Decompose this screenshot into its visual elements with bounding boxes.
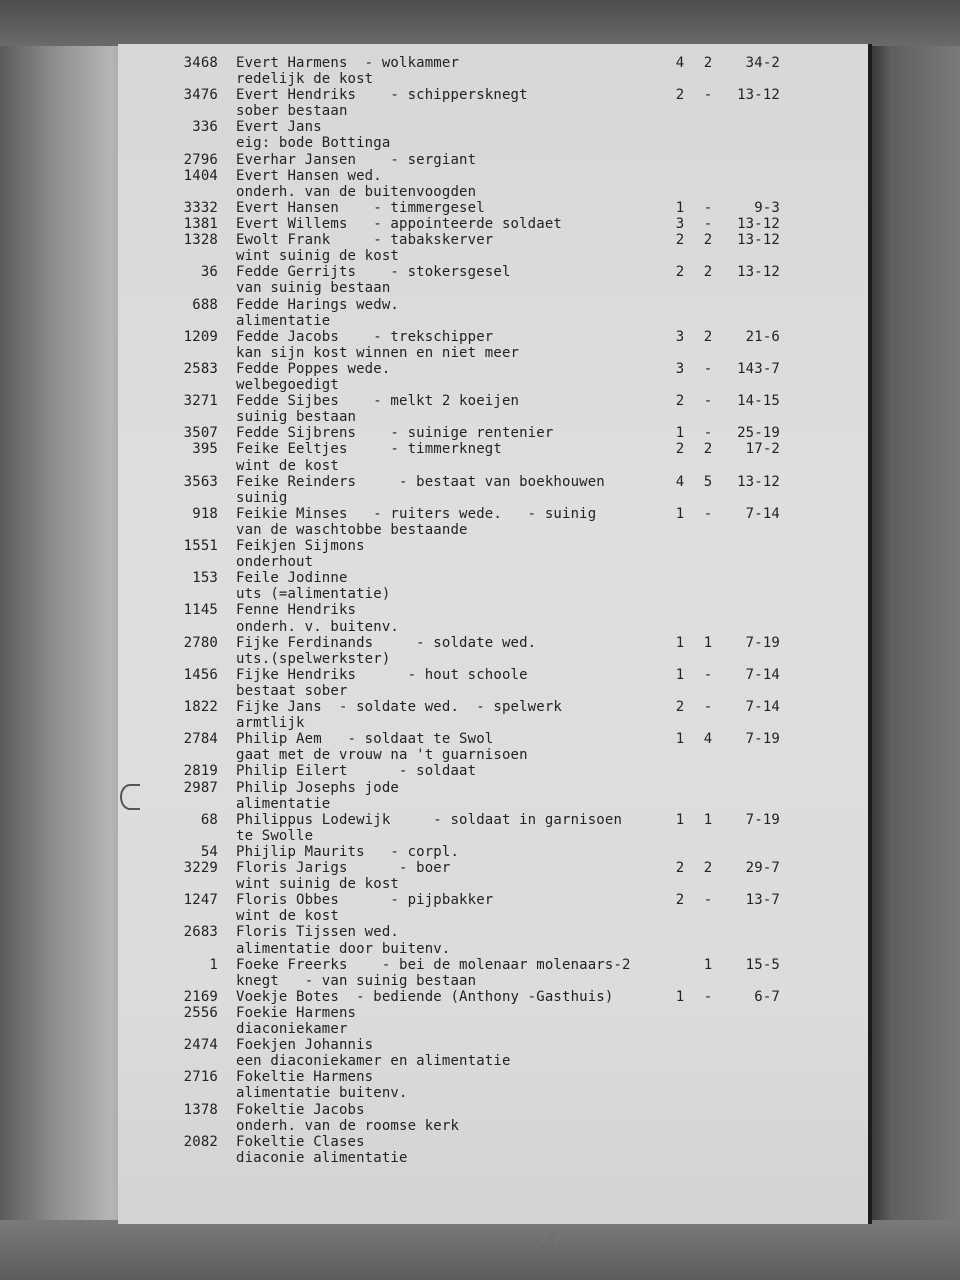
entry-number: 3332 — [183, 200, 218, 216]
entry-amount: 25-19 — [737, 425, 780, 441]
entry-col2: 2 — [703, 329, 713, 345]
entry-remark: uts.(spelwerkster) — [236, 651, 391, 667]
entry-col2: 1 — [703, 812, 713, 828]
entry-remark: alimentatie buitenv. — [236, 1085, 408, 1101]
entry-number: 2780 — [183, 635, 218, 651]
entry-col1: 4 — [675, 55, 685, 71]
entry-amount: 13-12 — [737, 232, 780, 248]
entry-col1: 1 — [675, 731, 685, 747]
entry-col1: 1 — [675, 425, 685, 441]
entry-number: 2987 — [183, 780, 218, 796]
entry-amount: 13-12 — [737, 264, 780, 280]
entry-number: 1456 — [183, 667, 218, 683]
entry-col2: 5 — [703, 474, 713, 490]
entry-col2: - — [703, 699, 713, 715]
entry-remark: armtlijk — [236, 715, 305, 731]
entry-col1: 3 — [675, 329, 685, 345]
entry-number: 1209 — [183, 329, 218, 345]
entry-col2: 2 — [703, 232, 713, 248]
entry-number: 1822 — [183, 699, 218, 715]
entry-col1: 1 — [675, 200, 685, 216]
entry-col1: 2 — [675, 264, 685, 280]
entry-remark: onderhout — [236, 554, 314, 570]
bottom-desk-background — [0, 1220, 960, 1280]
entry-name-occupation: Fijke Hendriks - hout schoole — [236, 667, 528, 683]
entry-name-occupation: Fenne Hendriks — [236, 602, 357, 618]
entry-name-occupation: Fedde Poppes wede. — [236, 361, 391, 377]
entry-name-occupation: Fedde Sijbes - melkt 2 koeijen — [236, 393, 520, 409]
entry-number: 2784 — [183, 731, 218, 747]
entry-name-occupation: Fokeltie Harmens — [236, 1069, 374, 1085]
entry-col1: 2 — [675, 441, 685, 457]
entry-number: 2716 — [183, 1069, 218, 1085]
entry-name-occupation: Floris Jarigs - boer — [236, 860, 451, 876]
entry-amount: 21-6 — [745, 329, 780, 345]
entry-name-occupation: Feikjen Sijmons — [236, 538, 365, 554]
entry-col1: 1 — [675, 667, 685, 683]
entry-col2: - — [703, 200, 713, 216]
entry-name-occupation: Fedde Harings wedw. — [236, 297, 399, 313]
entry-remark: alimentatie — [236, 796, 331, 812]
entry-amount: 9-3 — [754, 200, 780, 216]
entry-col2: 2 — [703, 860, 713, 876]
entry-name-occupation: Fokeltie Clases — [236, 1134, 365, 1150]
entry-name-occupation: Voekje Botes - bediende (Anthony -Gasthuis) — [236, 989, 614, 1005]
entry-col2: - — [703, 506, 713, 522]
entry-number: 2796 — [183, 152, 218, 168]
entry-name-occupation: Floris Obbes - pijpbakker — [236, 892, 494, 908]
entry-number: 2819 — [183, 763, 218, 779]
entry-name-occupation: Feile Jodinne — [236, 570, 348, 586]
entry-number: 2683 — [183, 924, 218, 940]
entry-number: 2082 — [183, 1134, 218, 1150]
entry-number: 1381 — [183, 216, 218, 232]
entry-number: 1404 — [183, 168, 218, 184]
entry-name-occupation: Philip Eilert - soldaat — [236, 763, 477, 779]
entry-name-occupation: Evert Hansen - timmergesel — [236, 200, 485, 216]
entry-name-occupation: Fijke Ferdinands - soldate wed. — [236, 635, 537, 651]
entry-name-occupation: Everhar Jansen - sergiant — [236, 152, 477, 168]
entry-remark: alimentatie door buitenv. — [236, 941, 451, 957]
entry-col2: - — [703, 425, 713, 441]
entry-remark: wint suinig de kost — [236, 248, 399, 264]
entry-col2: - — [703, 393, 713, 409]
entry-remark: wint de kost — [236, 458, 339, 474]
entry-name-occupation: Evert Hendriks - schippersknegt — [236, 87, 528, 103]
entry-number: 395 — [192, 441, 218, 457]
entry-col2: - — [703, 892, 713, 908]
entry-col1: 2 — [675, 393, 685, 409]
entry-remark: diaconiekamer — [236, 1021, 348, 1037]
entry-col2: - — [703, 87, 713, 103]
entry-amount: 143-7 — [737, 361, 780, 377]
entry-name-occupation: Feike Reinders - bestaat van boekhouwen — [236, 474, 605, 490]
entry-col1: 1 — [675, 989, 685, 1005]
entry-remark: diaconie alimentatie — [236, 1150, 408, 1166]
entry-name-occupation: Evert Willems - appointeerde soldaet — [236, 216, 562, 232]
entry-name-occupation: Phijlip Maurits - corpl. — [236, 844, 460, 860]
entry-number: 2474 — [183, 1037, 218, 1053]
entry-number: 153 — [192, 570, 218, 586]
entry-name-occupation: Fedde Gerrijts - stokersgesel — [236, 264, 511, 280]
entry-number: 3229 — [183, 860, 218, 876]
entry-number: 54 — [200, 844, 218, 860]
entry-remark: gaat met de vrouw na 't guarnisoen — [236, 747, 528, 763]
entry-remark: onderh. van de buitenvoogden — [236, 184, 477, 200]
entry-remark: kan sijn kost winnen en niet meer — [236, 345, 520, 361]
entry-amount: 13-12 — [737, 87, 780, 103]
entry-number: 2169 — [183, 989, 218, 1005]
entry-number: 68 — [200, 812, 218, 828]
entry-col2: - — [703, 361, 713, 377]
entry-number: 3476 — [183, 87, 218, 103]
entry-name-occupation: Fijke Jans - soldate wed. - spelwerk — [236, 699, 562, 715]
entry-col1: 1 — [675, 506, 685, 522]
entry-name-occupation: Fedde Jacobs - trekschipper — [236, 329, 494, 345]
entry-col2: 2 — [703, 264, 713, 280]
entry-col2: 1 — [703, 635, 713, 651]
entry-number: 3563 — [183, 474, 218, 490]
entry-remark: suinig — [236, 490, 288, 506]
entry-amount: 7-19 — [745, 812, 780, 828]
entry-name-occupation: Feikie Minses - ruiters wede. - suinig — [236, 506, 597, 522]
entry-remark: een diaconiekamer en alimentatie — [236, 1053, 511, 1069]
entry-remark: alimentatie — [236, 313, 331, 329]
entry-number: 336 — [192, 119, 218, 135]
entry-amount: 7-19 — [745, 731, 780, 747]
entry-amount: 34-2 — [745, 55, 780, 71]
entry-amount: 15-5 — [745, 957, 780, 973]
entry-remark: suinig bestaan — [236, 409, 357, 425]
entry-amount: 7-14 — [745, 699, 780, 715]
entry-remark: eig: bode Bottinga — [236, 135, 391, 151]
entry-name-occupation: Fokeltie Jacobs — [236, 1102, 365, 1118]
entry-number: 688 — [192, 297, 218, 313]
entry-remark: onderh. v. buitenv. — [236, 619, 399, 635]
left-desk-background — [0, 0, 130, 1280]
entry-remark: redelijk de kost — [236, 71, 374, 87]
entry-col1: 2 — [675, 892, 685, 908]
entry-name-occupation: Evert Jans — [236, 119, 322, 135]
entry-number: 918 — [192, 506, 218, 522]
entry-number: 3271 — [183, 393, 218, 409]
entry-name-occupation: Philippus Lodewijk - soldaat in garnisoen — [236, 812, 623, 828]
entry-name-occupation: Floris Tijssen wed. — [236, 924, 399, 940]
entry-name-occupation: Feike Eeltjes - timmerknegt — [236, 441, 502, 457]
entry-amount: 6-7 — [754, 989, 780, 1005]
entry-name-occupation: Evert Hansen wed. — [236, 168, 382, 184]
entry-amount: 13-12 — [737, 216, 780, 232]
entry-col1: 2 — [675, 699, 685, 715]
entry-col1: 1 — [675, 635, 685, 651]
entry-name-occupation: Philip Josephs jode — [236, 780, 399, 796]
page-number: 77 — [538, 1224, 566, 1249]
entry-amount: 13-7 — [745, 892, 780, 908]
entry-remark: wint suinig de kost — [236, 876, 399, 892]
entry-col2: 2 — [703, 441, 713, 457]
entry-number: 1 — [209, 957, 218, 973]
entry-remark: sober bestaan — [236, 103, 348, 119]
entry-remark: te Swolle — [236, 828, 314, 844]
entry-amount: 7-14 — [745, 667, 780, 683]
entry-col2: 1 — [703, 957, 713, 973]
entry-name-occupation: Foekjen Johannis — [236, 1037, 374, 1053]
entry-remark: bestaat sober — [236, 683, 348, 699]
entry-number: 1328 — [183, 232, 218, 248]
entry-remark: van de waschtobbe bestaande — [236, 522, 468, 538]
entry-number: 3468 — [183, 55, 218, 71]
entry-name-occupation: Foekie Harmens — [236, 1005, 357, 1021]
entry-number: 1247 — [183, 892, 218, 908]
entry-name-occupation: Fedde Sijbrens - suinige rentenier — [236, 425, 554, 441]
entry-amount: 7-14 — [745, 506, 780, 522]
entry-col2: 2 — [703, 55, 713, 71]
entry-number: 3507 — [183, 425, 218, 441]
entry-remark: onderh. van de roomse kerk — [236, 1118, 460, 1134]
entry-col1: 2 — [675, 87, 685, 103]
entry-number: 36 — [200, 264, 218, 280]
entry-name-occupation: Ewolt Frank - tabakskerver — [236, 232, 494, 248]
entry-remark: knegt - van suinig bestaan — [236, 973, 477, 989]
entry-number: 1551 — [183, 538, 218, 554]
entry-col2: - — [703, 989, 713, 1005]
entry-amount: 29-7 — [745, 860, 780, 876]
entry-amount: 13-12 — [737, 474, 780, 490]
top-desk-background — [0, 0, 960, 46]
entry-number: 2583 — [183, 361, 218, 377]
entry-col2: 4 — [703, 731, 713, 747]
entry-number: 1145 — [183, 602, 218, 618]
right-desk-background — [868, 0, 960, 1280]
entry-col1: 4 — [675, 474, 685, 490]
entry-name-occupation: Foeke Freerks - bei de molenaar molenaars-2 — [236, 957, 631, 973]
entry-remark: welbegoedigt — [236, 377, 339, 393]
entry-name-occupation: Philip Aem - soldaat te Swol — [236, 731, 494, 747]
entry-amount: 17-2 — [745, 441, 780, 457]
entry-remark: van suinig bestaan — [236, 280, 391, 296]
entry-col1: 3 — [675, 216, 685, 232]
entry-name-occupation: Evert Harmens - wolkammer — [236, 55, 460, 71]
entry-number: 1378 — [183, 1102, 218, 1118]
entry-amount: 14-15 — [737, 393, 780, 409]
entry-remark: wint de kost — [236, 908, 339, 924]
entry-col1: 2 — [675, 860, 685, 876]
entry-col1: 3 — [675, 361, 685, 377]
entry-col1: 2 — [675, 232, 685, 248]
entry-remark: uts (=alimentatie) — [236, 586, 391, 602]
entry-number: 2556 — [183, 1005, 218, 1021]
entry-col2: - — [703, 667, 713, 683]
entry-col2: - — [703, 216, 713, 232]
entry-col1: 1 — [675, 812, 685, 828]
entry-amount: 7-19 — [745, 635, 780, 651]
